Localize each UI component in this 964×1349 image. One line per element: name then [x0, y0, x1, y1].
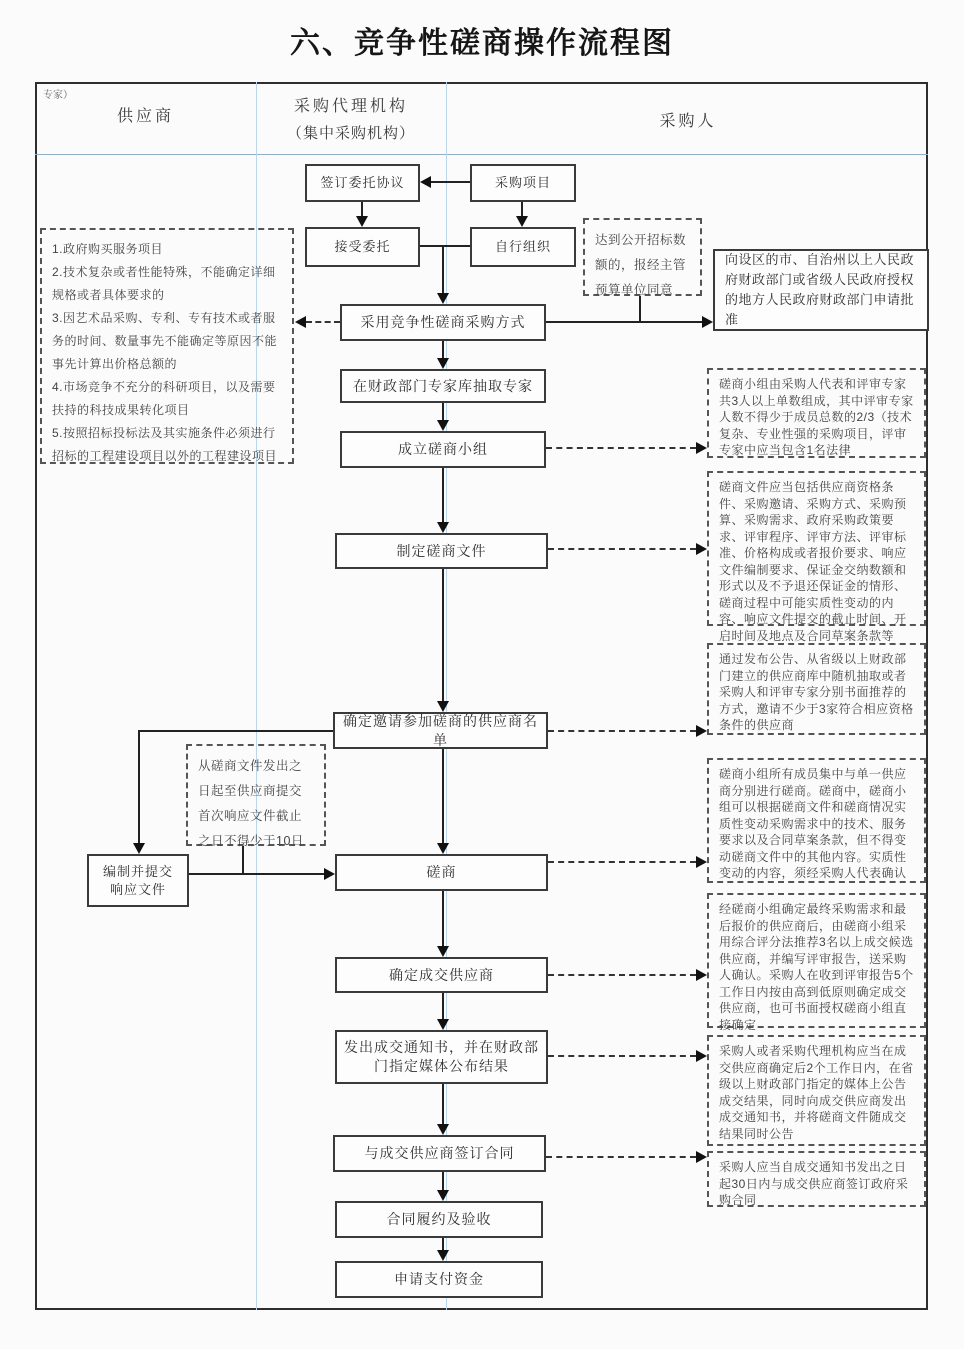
node-self-organize: 自行组织 — [470, 227, 576, 267]
arrowhead-docs-to-note — [696, 543, 707, 555]
node-determine-list: 确定邀请参加磋商的供应商名单 — [333, 712, 548, 749]
arrowhead-project-to-sign — [420, 176, 431, 188]
node-apply-approval: 向设区的市、自治州以上人民政府财政部门或省级人民政府授权的地方人民政府财政部门申请批准 — [713, 249, 929, 331]
node-procurement-project: 采购项目 — [470, 164, 576, 202]
node-prepare-docs: 制定磋商文件 — [335, 533, 548, 569]
connector-docs-to-note-line — [548, 548, 696, 550]
arrowhead-list-to-consult — [437, 843, 449, 854]
arrowhead-group-to-note — [696, 442, 707, 454]
node-contract-performance: 合同履约及验收 — [335, 1201, 543, 1238]
arrowhead-merge-to-adopt — [437, 293, 449, 304]
node-form-group: 成立磋商小组 — [340, 431, 546, 468]
note-winner: 经磋商小组确定最终采购需求和最后报价的供应商后，由磋商小组采用综合评分法推荐3名以上成交候选供应商，并编写评审报告，送采购人确认。采购人在收到评审报告5个工作日内按由高到低原则确定成交供应商，也可书面授权磋商小组直接确定 — [707, 893, 926, 1028]
lane-header-agency-line1: 采购代理机构 — [293, 98, 408, 115]
arrowhead-notice-to-note — [696, 1050, 707, 1062]
arrowhead-contract-to-performance — [437, 1190, 449, 1201]
arrowhead-adopt-to-approval — [702, 316, 713, 328]
arrowhead-consult-to-note — [696, 856, 707, 868]
arrowhead-consult-to-winner — [437, 946, 449, 957]
connector-list-to-response-hline — [139, 730, 333, 732]
page-title: 六、竞争性磋商操作流程图 — [290, 27, 674, 60]
lane-header-agency — [256, 93, 446, 143]
connector-notice-to-note-line — [548, 1055, 696, 1057]
arrowhead-performance-to-payment — [437, 1250, 449, 1261]
note-group: 磋商小组由采购人代表和评审专家共3人以上单数组成，其中评审专家人数不得少于成员总数的2/3（技术复杂、专业性强的采购项目，评审专家中应当包含1名法律 — [707, 368, 926, 458]
connector-group-to-note-line — [546, 447, 696, 449]
connector-list-to-consult-line — [442, 749, 444, 848]
arrowhead-winner-to-notice — [437, 1019, 449, 1030]
lane-header-purchaser: 采购人 — [659, 113, 717, 130]
connector-docs-to-list-line — [442, 569, 444, 706]
lane-header-agency-line2: （集中采购机构） — [286, 125, 415, 142]
note-deadline: 从磋商文件发出之日起至供应商提交首次响应文件截止之日不得少于10日 — [186, 744, 326, 846]
note-applicable-items — [40, 228, 294, 464]
node-consultation: 磋商 — [335, 854, 548, 891]
note-applicable-item-5: 5.按照招标投标法及其实施条件必须进行招标的工程建设项目以外的工程建设项目 — [52, 426, 278, 464]
corner-note: 专家） — [43, 90, 73, 101]
node-prepare-response-line2: 响应文件 — [109, 881, 166, 897]
arrowhead-sign-to-accept — [356, 216, 368, 227]
arrowhead-notice-to-contract — [437, 1124, 449, 1135]
connector-winner-to-note-line — [548, 974, 696, 976]
connector-merge-to-adopt-line — [442, 245, 444, 296]
node-sign-agreement: 签订委托协议 — [305, 164, 420, 202]
note-docs: 磋商文件应当包括供应商资格条件、采购邀请、采购方式、采购预算、采购需求、政府采购政策要求、评审程序、评审方法、评审标准、价格构成或者报价要求、响应文件编制要求、保证金交纳数额和形式以及不予退还保证金的情形、磋商过程中可能实质性变动的内容、响应文件提交的截止时间、开启时间及地点及合同草案条款等 — [707, 471, 926, 626]
connector-group-to-docs-line — [442, 468, 444, 527]
node-prepare-response — [87, 854, 189, 907]
node-sign-contract: 与成交供应商签订合同 — [333, 1135, 546, 1172]
note-applicable-item-4: 4.市场竞争不充分的科研项目，以及需要扶持的科技成果转化项目 — [52, 380, 276, 418]
arrowhead-list-to-response — [133, 843, 145, 854]
arrowhead-contract-to-note — [696, 1151, 707, 1163]
note-applicable-item-2: 2.技术复杂或者性能特殊，不能确定详细规格或者具体要求的 — [52, 265, 276, 303]
arrowhead-adopt-to-applicable — [295, 316, 306, 328]
arrowhead-response-to-consult — [324, 868, 335, 880]
node-extract-experts: 在财政部门专家库抽取专家 — [340, 369, 546, 403]
node-prepare-response-line1: 编制并提交 — [102, 863, 173, 879]
note-applicable-item-3: 3.因艺术品采购、专利、专有技术或者服务的时间、数量事先不能确定等原因不能事先计算出价格总额的 — [52, 311, 278, 372]
arrowhead-project-to-self — [516, 216, 528, 227]
connector-list-to-note-line — [548, 730, 696, 732]
connector-notice-to-contract-line — [442, 1084, 444, 1129]
arrowhead-list-to-note — [696, 725, 707, 737]
note-applicable-item-1: 1.政府购买服务项目 — [52, 242, 164, 256]
connector-consult-to-note-line — [548, 861, 696, 863]
node-adopt-method: 采用竞争性磋商采购方式 — [340, 304, 546, 341]
arrowhead-group-to-docs — [437, 522, 449, 533]
connector-contract-to-note-line — [546, 1156, 696, 1158]
note-contract: 采购人应当自成交通知书发出之日起30日内与成交供应商签订政府采购合同 — [707, 1151, 926, 1207]
connector-adopt-to-approval-line — [546, 321, 702, 323]
note-invite: 通过发布公告、从省级以上财政部门建立的供应商库中随机抽取或者采购人和评审专家分别书面推荐的方式，邀请不少于3家符合相应资格条件的供应商 — [707, 643, 926, 735]
connector-list-to-response-vline — [138, 730, 140, 848]
note-open-tender: 达到公开招标数额的，报经主管预算单位同意 — [583, 218, 702, 296]
node-determine-winner: 确定成交供应商 — [335, 957, 548, 993]
node-apply-payment: 申请支付资金 — [335, 1261, 543, 1298]
lane-header-supplier: 供应商 — [116, 108, 174, 125]
arrowhead-winner-to-note — [696, 969, 707, 981]
arrowhead-adopt-to-experts — [437, 358, 449, 369]
connector-response-to-consult-line — [189, 873, 327, 875]
arrowhead-docs-to-list — [437, 701, 449, 712]
connector-project-to-sign-line — [431, 181, 470, 183]
node-accept-entrustment: 接受委托 — [305, 227, 420, 267]
node-issue-notice: 发出成交通知书，并在财政部门指定媒体公布结果 — [335, 1030, 548, 1084]
arrowhead-experts-to-group — [437, 420, 449, 431]
connector-adopt-to-applicable-line — [306, 321, 340, 323]
note-announce: 采购人或者采购代理机构应当在成交供应商确定后2个工作日内，在省级以上财政部门指定的媒体上公告成交结果，同时向成交供应商发出成交通知书，并将磋商文件随成交结果同时公告 — [707, 1035, 926, 1146]
connector-consult-to-winner-line — [442, 891, 444, 951]
note-consult: 磋商小组所有成员集中与单一供应商分别进行磋商。磋商中，磋商小组可以根据磋商文件和磋商情况实质性变动采购需求中的技术、服务要求以及合同草案条款，但不得变动磋商文件中的其他内容。实质性变动的内容，须经采购人代表确认 — [707, 758, 926, 883]
header-divider-line — [35, 154, 928, 155]
connector-merge-horizontal-line — [420, 245, 470, 247]
